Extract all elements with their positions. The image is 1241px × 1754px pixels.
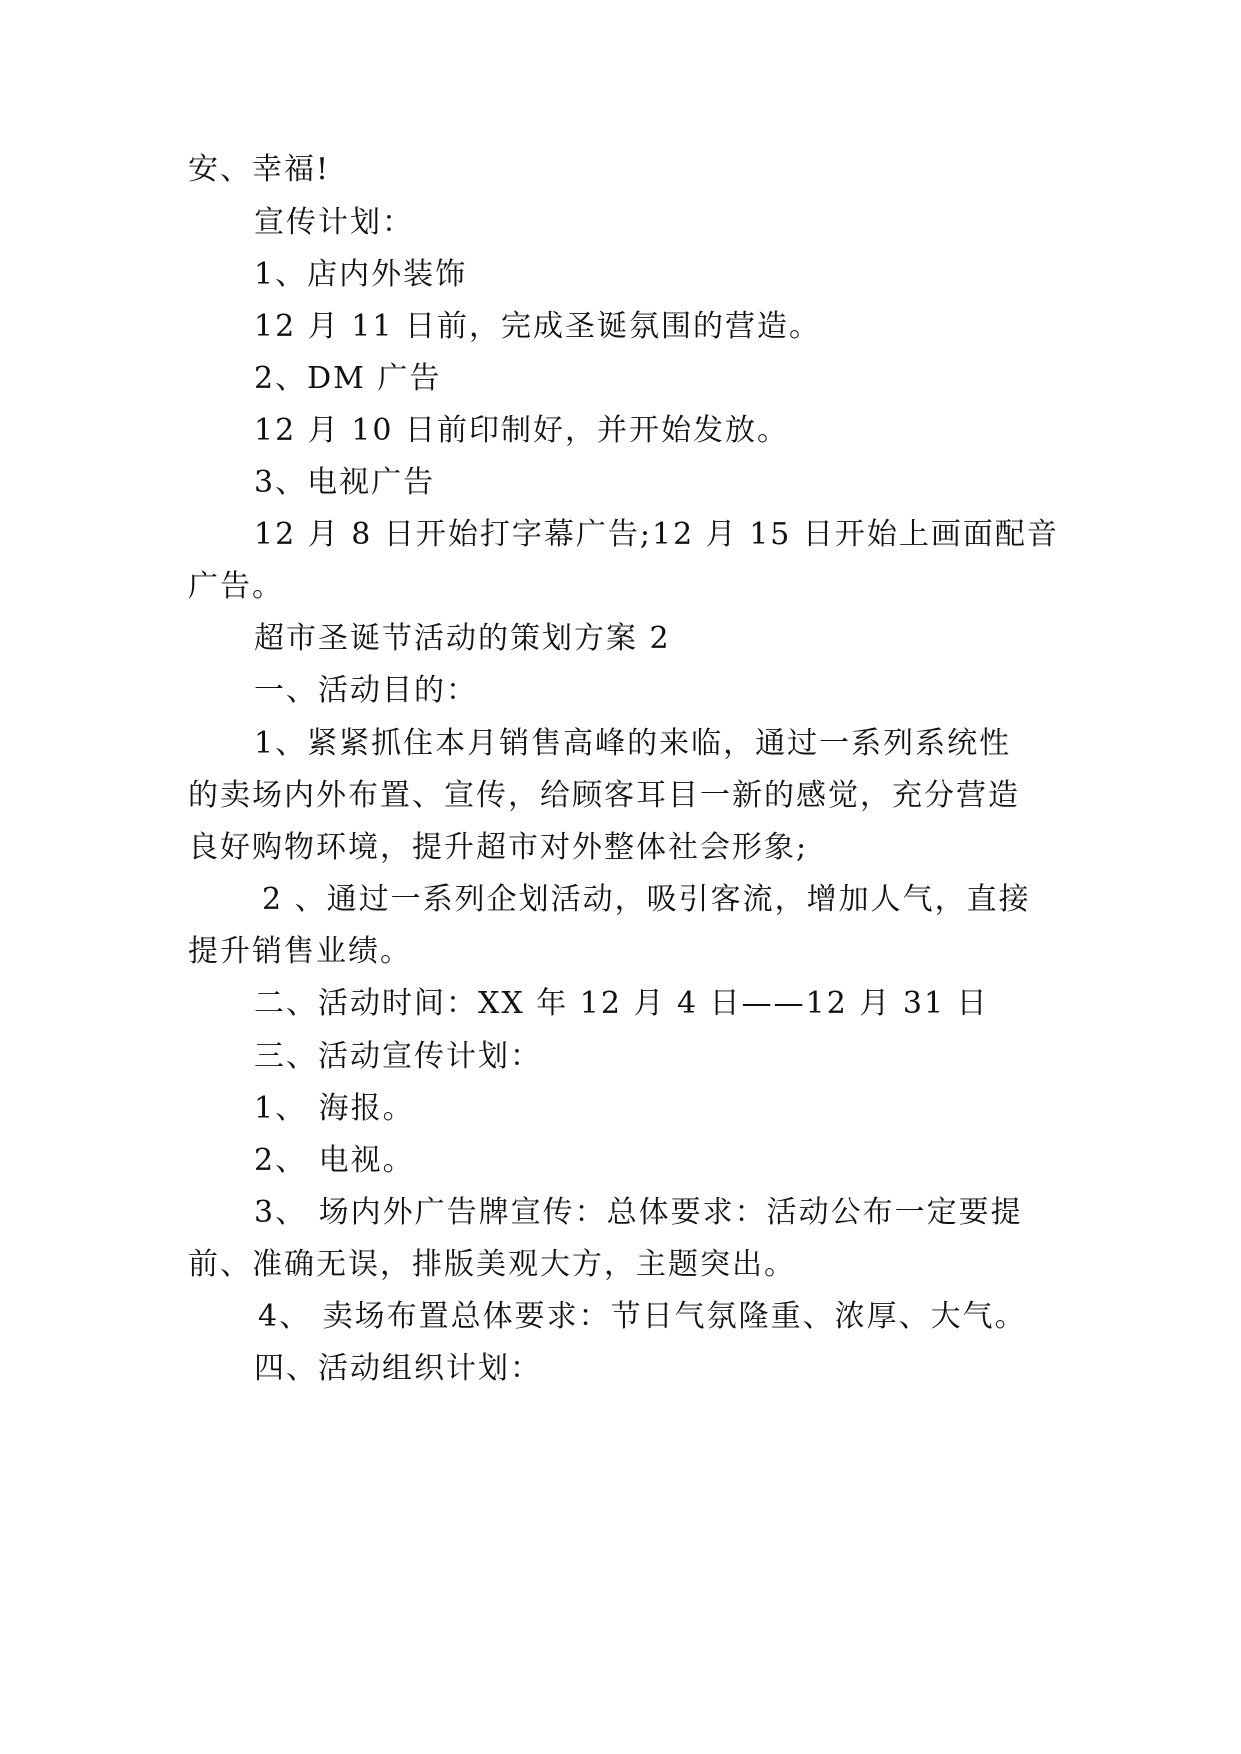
text-line: 2、 电视。 <box>254 1143 415 1178</box>
text-line: 广告。 <box>188 569 284 604</box>
text-line: 2 、通过一系列企划活动，吸引客流，增加人气，直接 <box>262 882 1031 917</box>
text-line: 2、DM 广告 <box>254 361 442 396</box>
text-line: 1、 海报。 <box>254 1091 415 1126</box>
text-line: 前、准确无误，排版美观大方，主题突出。 <box>188 1247 796 1282</box>
text-line: 良好购物环境，提升超市对外整体社会形象; <box>188 830 809 865</box>
text-line: 1、紧紧抓住本月销售高峰的来临，通过一系列系统性 <box>254 726 1012 761</box>
text-line: 提升销售业绩。 <box>188 934 412 969</box>
text-line: 1、店内外装饰 <box>254 257 468 292</box>
text-line: 12 月 11 日前，完成圣诞氛围的营造。 <box>254 309 821 344</box>
text-line: 3、 场内外广告牌宣传：总体要求：活动公布一定要提 <box>254 1195 1023 1230</box>
text-line: 宣传计划： <box>254 205 414 240</box>
text-line: 12 月 10 日前印制好，并开始发放。 <box>254 413 789 448</box>
text-line: 一、活动目的： <box>254 673 478 708</box>
text-line: 三、活动宣传计划： <box>254 1039 542 1074</box>
text-line: 4、 卖场布置总体要求：节日气氛隆重、浓厚、大气。 <box>258 1299 1027 1334</box>
text-line: 超市圣诞节活动的策划方案 2 <box>254 621 671 656</box>
text-line: 的卖场内外布置、宣传，给顾客耳目一新的感觉，充分营造 <box>188 778 1020 813</box>
text-line: 12 月 8 日开始打字幕广告;12 月 15 日开始上画面配音 <box>254 517 1059 552</box>
text-line: 安、幸福! <box>188 152 331 187</box>
text-line: 二、活动时间：XX 年 12 月 4 日——12 月 31 日 <box>254 986 989 1021</box>
text-line: 3、电视广告 <box>254 465 436 500</box>
text-line: 四、活动组织计划： <box>254 1351 542 1386</box>
